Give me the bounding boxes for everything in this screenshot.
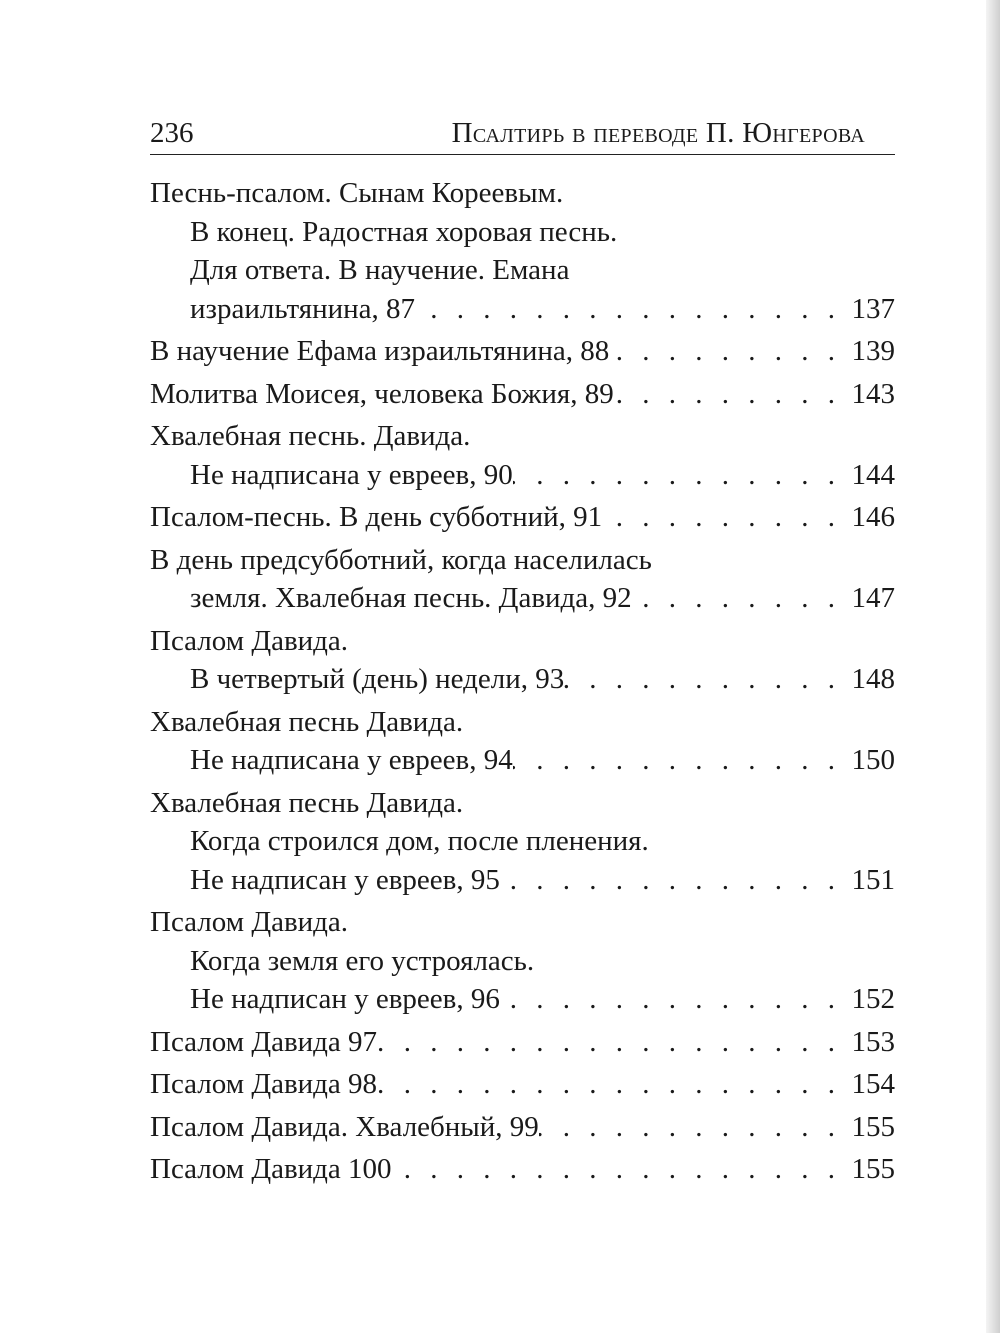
toc-entry-text: Хвалебная песнь. Давида. bbox=[150, 420, 471, 452]
toc-entry-text: В научение Ефама израильтянина, 88 bbox=[150, 335, 610, 367]
toc-leader-dots bbox=[415, 290, 841, 329]
toc-entry-line bbox=[150, 1065, 895, 1104]
toc-entry-line bbox=[150, 375, 895, 414]
toc-entry bbox=[150, 498, 895, 537]
toc-leader-dots bbox=[392, 1150, 841, 1189]
toc-entry-line bbox=[150, 703, 895, 742]
toc-entry-line bbox=[150, 622, 895, 661]
toc-entry-line bbox=[150, 942, 895, 981]
toc-entry-line bbox=[150, 213, 895, 252]
toc-page-number: 139 bbox=[851, 335, 895, 367]
toc-entry-line bbox=[150, 741, 895, 780]
toc-entry-text: Псалом Давида 100 bbox=[150, 1153, 392, 1185]
table-of-contents bbox=[150, 174, 895, 1193]
toc-leader-dots bbox=[384, 1023, 841, 1062]
page-edge-shadow bbox=[986, 0, 1000, 1333]
toc-entry bbox=[150, 174, 895, 328]
toc-entry-line bbox=[150, 456, 895, 495]
toc-entry-text: Не надписан у евреев, 96 bbox=[190, 983, 500, 1015]
toc-entry-line bbox=[150, 660, 895, 699]
toc-leader-dots bbox=[500, 861, 841, 900]
toc-entry-text: Псалом Давида 97. bbox=[150, 1025, 385, 1058]
toc-entry bbox=[150, 332, 895, 371]
toc-entry bbox=[150, 784, 895, 900]
toc-entry-line bbox=[150, 290, 895, 329]
toc-page-number: 146 bbox=[851, 501, 895, 533]
toc-entry-line bbox=[150, 498, 895, 537]
toc-entry-line bbox=[150, 1108, 895, 1147]
toc-entry-text: Не надписан у евреев, 95 bbox=[190, 863, 500, 896]
toc-leader-dots bbox=[384, 1065, 841, 1104]
toc-entry-text: В день предсубботний, когда населилась bbox=[150, 543, 652, 576]
toc-entry-text: Псалом Давида. bbox=[150, 624, 349, 657]
toc-entry-text: Хвалебная песнь Давида. bbox=[150, 786, 464, 819]
toc-entry-text: Хвалебная песнь Давида. bbox=[150, 705, 464, 738]
toc-entry-line bbox=[150, 417, 895, 456]
toc-entry-text: Молитва Моисея, человека Божия, 89 bbox=[150, 377, 614, 410]
page-number: 236 bbox=[150, 117, 194, 149]
toc-page-number: 155 bbox=[851, 1110, 895, 1143]
toc-page-number: 153 bbox=[851, 1025, 895, 1058]
toc-entry bbox=[150, 1108, 895, 1147]
running-head bbox=[150, 112, 895, 155]
toc-entry bbox=[150, 541, 895, 618]
toc-leader-dots bbox=[513, 456, 841, 495]
toc-page-number: 154 bbox=[851, 1068, 895, 1100]
toc-entry-text: Псалом-песнь. В день субботний, 91 bbox=[150, 501, 603, 533]
toc-page-number: 148 bbox=[851, 663, 895, 695]
toc-page-number: 155 bbox=[851, 1153, 895, 1185]
toc-page-number: 147 bbox=[851, 582, 895, 614]
toc-page-number: 144 bbox=[851, 458, 895, 491]
toc-entry-text: Псалом Давида 98. bbox=[150, 1068, 385, 1100]
toc-leader-dots bbox=[609, 332, 841, 371]
toc-page-number: 143 bbox=[851, 377, 895, 410]
toc-entry-text: Не надписана у евреев, 90 bbox=[190, 458, 513, 491]
toc-entry bbox=[150, 703, 895, 780]
toc-leader-dots bbox=[602, 498, 841, 537]
toc-entry-line bbox=[150, 541, 895, 580]
toc-entry-line bbox=[150, 784, 895, 823]
toc-leader-dots bbox=[614, 375, 841, 414]
toc-entry-line bbox=[150, 251, 895, 290]
toc-leader-dots bbox=[564, 660, 841, 699]
toc-entry-line bbox=[150, 1150, 895, 1189]
toc-page-number: 137 bbox=[851, 292, 895, 325]
toc-entry bbox=[150, 903, 895, 1019]
toc-entry-text: В четвертый (день) недели, 93 bbox=[190, 663, 565, 695]
toc-entry-text: Когда строился дом, после пленения. bbox=[190, 825, 649, 857]
toc-entry bbox=[150, 622, 895, 699]
toc-entry-line bbox=[150, 903, 895, 942]
toc-entry-text: Псалом Давида. Хвалебный, 99 bbox=[150, 1110, 539, 1143]
running-title: Псалтирь в переводе П. Юнгерова bbox=[451, 117, 865, 149]
toc-entry-text: Не надписана у евреев, 94 bbox=[190, 744, 513, 776]
toc-entry-line bbox=[150, 332, 895, 371]
toc-page-number: 151 bbox=[851, 863, 895, 896]
toc-entry-text: израильтянина, 87 bbox=[190, 292, 416, 325]
toc-page-number: 150 bbox=[851, 744, 895, 776]
toc-entry-text: земля. Хвалебная песнь. Давида, 92 bbox=[190, 582, 632, 614]
toc-entry bbox=[150, 417, 895, 494]
toc-entry-text: Для ответа. В научение. Емана bbox=[190, 254, 570, 286]
toc-entry-text: Когда земля его устроялась. bbox=[190, 944, 535, 977]
toc-entry bbox=[150, 1065, 895, 1104]
toc-entry-line bbox=[150, 1023, 895, 1062]
toc-entry-text: Песнь-псалом. Сынам Кореевым. bbox=[150, 177, 564, 209]
toc-leader-dots bbox=[513, 741, 841, 780]
toc-entry bbox=[150, 1023, 895, 1062]
toc-leader-dots bbox=[632, 579, 841, 618]
toc-entry-line bbox=[150, 822, 895, 861]
toc-entry-line bbox=[150, 861, 895, 900]
toc-entry bbox=[150, 1150, 895, 1189]
toc-entry-line bbox=[150, 579, 895, 618]
toc-entry bbox=[150, 375, 895, 414]
toc-leader-dots bbox=[539, 1108, 841, 1147]
toc-entry-line bbox=[150, 174, 895, 213]
toc-leader-dots bbox=[500, 980, 841, 1019]
toc-entry-line bbox=[150, 980, 895, 1019]
toc-page-number: 152 bbox=[851, 983, 895, 1015]
toc-entry-text: В конец. Радостная хоровая песнь. bbox=[190, 215, 618, 248]
toc-entry-text: Псалом Давида. bbox=[150, 906, 349, 938]
